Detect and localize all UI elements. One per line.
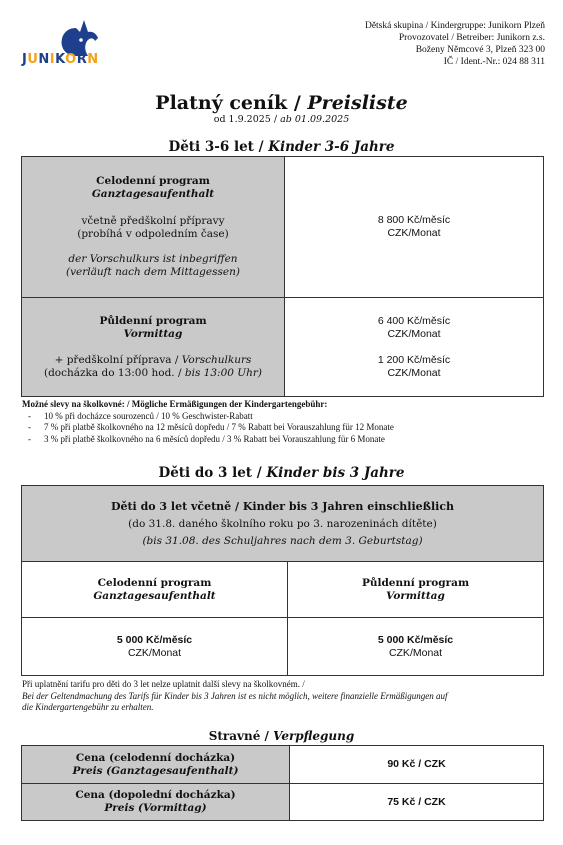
extra-price-value: 1 200 Kč/měsíc	[377, 353, 451, 366]
extra-time-cz: (docházka do 13:00 hod. /	[43, 366, 185, 379]
preschool-extra-time	[22, 367, 284, 380]
program-name-cz: Půldenní program	[99, 314, 207, 327]
program-desc: (probíhá v odpoledním čase)	[77, 228, 229, 240]
discount-text: 7 % při platbě školkovného na 12 měsíců dopředu / 7 % Rabatt bei Vorauszahlung für 12 Monate	[44, 422, 394, 432]
program-desc-de: der Vorschulkurs ist inbegriffen	[68, 253, 238, 265]
info-line: Provozovatel / Betreiber: Junikorn z.s.	[398, 33, 545, 43]
banner-note-cz: (do 31.8. daného školního roku po 3. narozeninách dítěte)	[128, 517, 437, 530]
fullday-program-cell	[22, 562, 288, 618]
section-heading-under-3	[0, 465, 563, 481]
meal-price: 90 Kč / CZK	[387, 758, 446, 770]
extra-price-unit: CZK/Monat	[387, 366, 441, 379]
meal-price-table	[21, 745, 544, 821]
program-name-de: Ganztagesaufenthalt	[91, 188, 215, 200]
info-line: IČ / Ident.-Nr.: 024 88 311	[443, 57, 545, 67]
banner-note-de: (bis 31.08. des Schuljahres nach dem 3. Geburtstag)	[142, 534, 423, 547]
section-heading-3-6	[0, 139, 563, 155]
extra-time-de: bis 13:00 Uhr)	[184, 366, 262, 379]
price-unit: CZK/Monat	[387, 327, 441, 340]
note-line-de: Bei der Geltendmachung des Tarifs für Kinder bis 3 Jahren ist es nicht möglich, weitere finanzielle Ermäßigungen auf	[22, 690, 448, 701]
price-value: 6 400 Kč/měsíc	[377, 314, 451, 327]
price-unit: CZK/Monat	[388, 646, 443, 659]
meal-fullday-cell	[22, 746, 290, 784]
heading-de: Kinder 3-6 Jahre	[268, 139, 395, 155]
meal-label-cz: Cena (dopolední docházka)	[75, 789, 236, 801]
title-de: Preisliste	[307, 92, 408, 114]
price-unit: CZK/Monat	[387, 227, 441, 239]
section-heading-meals	[0, 729, 563, 743]
meal-label-de: Preis (Ganztagesaufenthalt)	[72, 764, 239, 777]
page-subtitle	[0, 114, 563, 125]
heading-cz: Děti 3-6 let /	[168, 139, 269, 155]
discount-item: - 3 % při platbě školkovného na 6 měsíců dopředu / 3 % Rabatt bei Vorauszahlung für 6 Monate	[28, 433, 385, 444]
preschool-extra	[22, 354, 284, 367]
price-value: 5 000 Kč/měsíc	[377, 633, 454, 646]
halfday-price-cell	[285, 298, 544, 397]
heading-de: Kinder bis 3 Jahre	[266, 465, 405, 481]
price-value: 8 800 Kč/měsíc	[377, 214, 451, 226]
under-3-note	[22, 679, 552, 714]
logo-text: JUNIKORN	[22, 52, 99, 67]
discount-text: 10 % při docházce sourozenců / 10 % Geschwister-Rabatt	[44, 410, 253, 421]
program-desc: včetně předškolní přípravy	[81, 215, 225, 227]
program-desc-de: (verläuft nach dem Mittagessen)	[66, 266, 240, 278]
extra-de: Vorschulkurs	[181, 353, 252, 366]
program-name-cz: Celodenní program	[96, 175, 210, 187]
fullday-program-cell	[22, 157, 285, 298]
halfday-price-cell	[288, 618, 544, 676]
subtitle-de: ab 01.09.2025	[280, 114, 350, 125]
banner-title: Děti do 3 let včetně / Kinder bis 3 Jahren einschließlich	[110, 499, 455, 513]
junikorn-logo	[22, 18, 110, 70]
discount-heading: Možné slevy na školkovné: / Mögliche Ermäßigungen der Kindergartengebühr:	[22, 399, 328, 409]
page-title	[0, 92, 563, 114]
under-3-banner	[22, 486, 544, 562]
meal-label-cz: Cena (celodenní docházka)	[75, 751, 236, 764]
program-name-cz: Půldenní program	[361, 576, 470, 589]
discount-list	[22, 399, 552, 445]
note-line-cz: Při uplatnění tarifu pro děti do 3 let nelze uplatnit další slevy na školkovném. /	[22, 679, 305, 689]
program-name-de: Vormittag	[386, 589, 445, 602]
discount-item: - 7 % při platbě školkovného na 12 měsíců dopředu / 7 % Rabatt bei Vorauszahlung für 12 Monate	[28, 422, 394, 432]
heading-cz: Děti do 3 let /	[158, 465, 267, 481]
heading-de: Verpflegung	[273, 729, 355, 743]
info-line: Boženy Němcové 3, Plzeň 323 00	[415, 45, 545, 55]
program-name-de: Vormittag	[123, 327, 183, 340]
info-line: Dětská skupina / Kindergruppe: Junikorn Plzeň	[364, 21, 545, 31]
program-name-de: Ganztagesaufenthalt	[93, 589, 216, 602]
provider-info	[365, 20, 545, 68]
price-value: 5 000 Kč/měsíc	[116, 633, 193, 646]
fullday-price-cell	[22, 618, 288, 676]
extra-cz: + předškolní příprava /	[54, 353, 182, 366]
price-unit: CZK/Monat	[127, 646, 182, 659]
price-table-under-3	[21, 485, 544, 676]
price-table-3-6	[21, 156, 544, 397]
note-line-de: die Kindergartengebühr zu erhalten.	[22, 702, 154, 712]
title-cz: Platný ceník /	[155, 92, 308, 114]
meal-label-de: Preis (Vormittag)	[104, 802, 207, 814]
fullday-price-cell	[285, 157, 544, 298]
program-name-cz: Celodenní program	[97, 576, 212, 589]
subtitle-cz: od 1.9.2025 /	[213, 114, 281, 125]
meal-halfday-price	[290, 784, 544, 821]
halfday-program-cell	[22, 298, 285, 397]
meal-halfday-cell	[22, 784, 290, 821]
meal-fullday-price	[290, 746, 544, 784]
meal-price: 75 Kč / CZK	[387, 795, 446, 808]
discount-item: - 10 % při docházce sourozenců / 10 % Geschwister-Rabatt	[28, 410, 253, 421]
halfday-program-cell	[288, 562, 544, 618]
discount-text: 3 % při platbě školkovného na 6 měsíců dopředu / 3 % Rabatt bei Vorauszahlung für 6 Monate	[44, 433, 385, 444]
heading-cz: Stravné /	[208, 729, 274, 743]
